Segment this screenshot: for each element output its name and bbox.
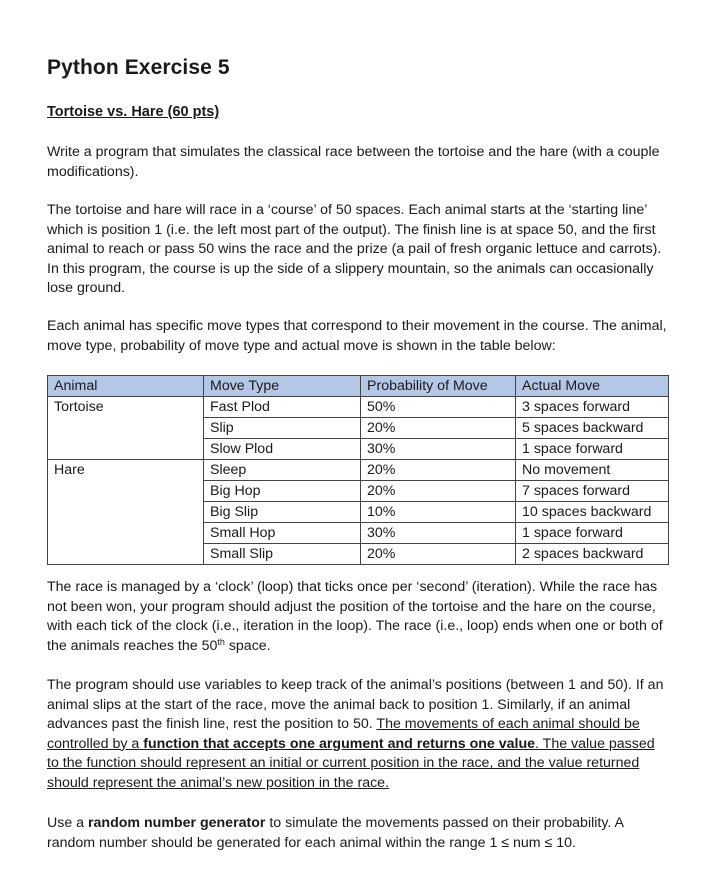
- table-row: [48, 397, 669, 418]
- cell-move-type: Slow Plod: [204, 439, 361, 460]
- cell-actual-move: 3 spaces forward: [516, 397, 669, 418]
- table-row: [48, 481, 669, 502]
- function-requirement-end: . The value passed to the function should represent an initial or current position in the race, and the value returned should represent the animal’s new position in the race.: [47, 735, 655, 791]
- course-paragraph: The tortoise and hare will race in a ‘course’ of 50 spaces. Each animal starts at the ‘starting line’ which is position 1 (i.e. the left most part of the output). The finish line is at space 50, and the first animal to reach or pass 50 wins the race and the prize (a pail of fresh organic lettuce and carrots). In this program, the course is up the side of a slippery mountain, so the animals can occasionally lose ground.: [47, 202, 662, 297]
- header-animal: Animal: [48, 376, 204, 397]
- cell-actual-move: No movement: [516, 460, 669, 481]
- cell-actual-move: 1 space forward: [516, 439, 669, 460]
- clock-text: The race is managed by a ‘clock’ (loop) that ticks once per ‘second’ (iteration). While the race has not been won, your program should adjust the position of the tortoise and the hare on the course, with each tick of the clock (i.e., iteration in the loop). The race (i.e., loop) ends when one or both of the animals reaches the 50: [47, 579, 663, 654]
- cell-move-type: Small Slip: [204, 544, 361, 565]
- table-header-row: [48, 376, 669, 397]
- cell-move-type: Small Hop: [204, 523, 361, 544]
- cell-actual-move: 2 spaces backward: [516, 544, 669, 565]
- cell-move-type: Big Hop: [204, 481, 361, 502]
- clock-paragraph: [47, 578, 667, 656]
- header-actual-move: Actual Move: [516, 376, 669, 397]
- random-generator-bold: random number generator: [88, 815, 266, 831]
- random-paragraph: [47, 814, 667, 853]
- header-move-type: Move Type: [204, 376, 361, 397]
- cell-move-type: Sleep: [204, 460, 361, 481]
- cell-actual-move: 10 spaces backward: [516, 502, 669, 523]
- table-row: [48, 418, 669, 439]
- positions-paragraph: [47, 676, 667, 794]
- cell-actual-move: 7 spaces forward: [516, 481, 669, 502]
- positions-text: The program should use variables to keep track of the animal’s positions (between 1 and 50). If an animal slips at the start of the race, move the animal back to position 1. Similarly, if an animal advances past the finish line, rest the position to 50.: [47, 677, 664, 733]
- cell-probability: 20%: [361, 418, 516, 439]
- cell-probability: 20%: [361, 481, 516, 502]
- cell-move-type: Fast Plod: [204, 397, 361, 418]
- table-row: [48, 460, 669, 481]
- move-table: [47, 375, 669, 565]
- cell-probability: 30%: [361, 439, 516, 460]
- random-text-end: to simulate the movements passed on their probability. A random number should be generated for each animal within the range 1 ≤ num ≤ 10.: [47, 815, 624, 851]
- clock-text-end: space.: [224, 637, 271, 654]
- cell-probability: 20%: [361, 544, 516, 565]
- cell-probability: 20%: [361, 460, 516, 481]
- table-row: [48, 523, 669, 544]
- table-row: [48, 502, 669, 523]
- cell-animal: [48, 418, 204, 439]
- cell-probability: 50%: [361, 397, 516, 418]
- table-row: [48, 439, 669, 460]
- cell-move-type: Big Slip: [204, 502, 361, 523]
- cell-animal: [48, 523, 204, 544]
- cell-animal: [48, 502, 204, 523]
- cell-actual-move: 1 space forward: [516, 523, 669, 544]
- cell-move-type: Slip: [204, 418, 361, 439]
- cell-animal: [48, 481, 204, 502]
- function-requirement-bold: function that accepts one argument and returns one value: [143, 735, 536, 752]
- page-title: Python Exercise 5: [47, 56, 230, 79]
- move-types-paragraph: Each animal has specific move types that correspond to their movement in the course. The animal, move type, probability of move type and actual move is shown in the table below:: [47, 318, 667, 354]
- table-row: [48, 544, 669, 565]
- intro-paragraph: Write a program that simulates the classical race between the tortoise and the hare (with a couple modifications).: [47, 144, 660, 180]
- header-probability: Probability of Move: [361, 376, 516, 397]
- function-requirement-text: The movements of each animal should be controlled by a: [47, 716, 640, 752]
- cell-animal: Tortoise: [48, 397, 204, 418]
- random-text: Use a: [47, 815, 89, 831]
- section-heading: Tortoise vs. Hare (60 pts): [47, 104, 220, 120]
- cell-animal: [48, 439, 204, 460]
- cell-probability: 10%: [361, 502, 516, 523]
- cell-actual-move: 5 spaces backward: [516, 418, 669, 439]
- ordinal-suffix: th: [217, 636, 225, 647]
- cell-animal: Hare: [48, 460, 204, 481]
- cell-probability: 30%: [361, 523, 516, 544]
- cell-animal: [48, 544, 204, 565]
